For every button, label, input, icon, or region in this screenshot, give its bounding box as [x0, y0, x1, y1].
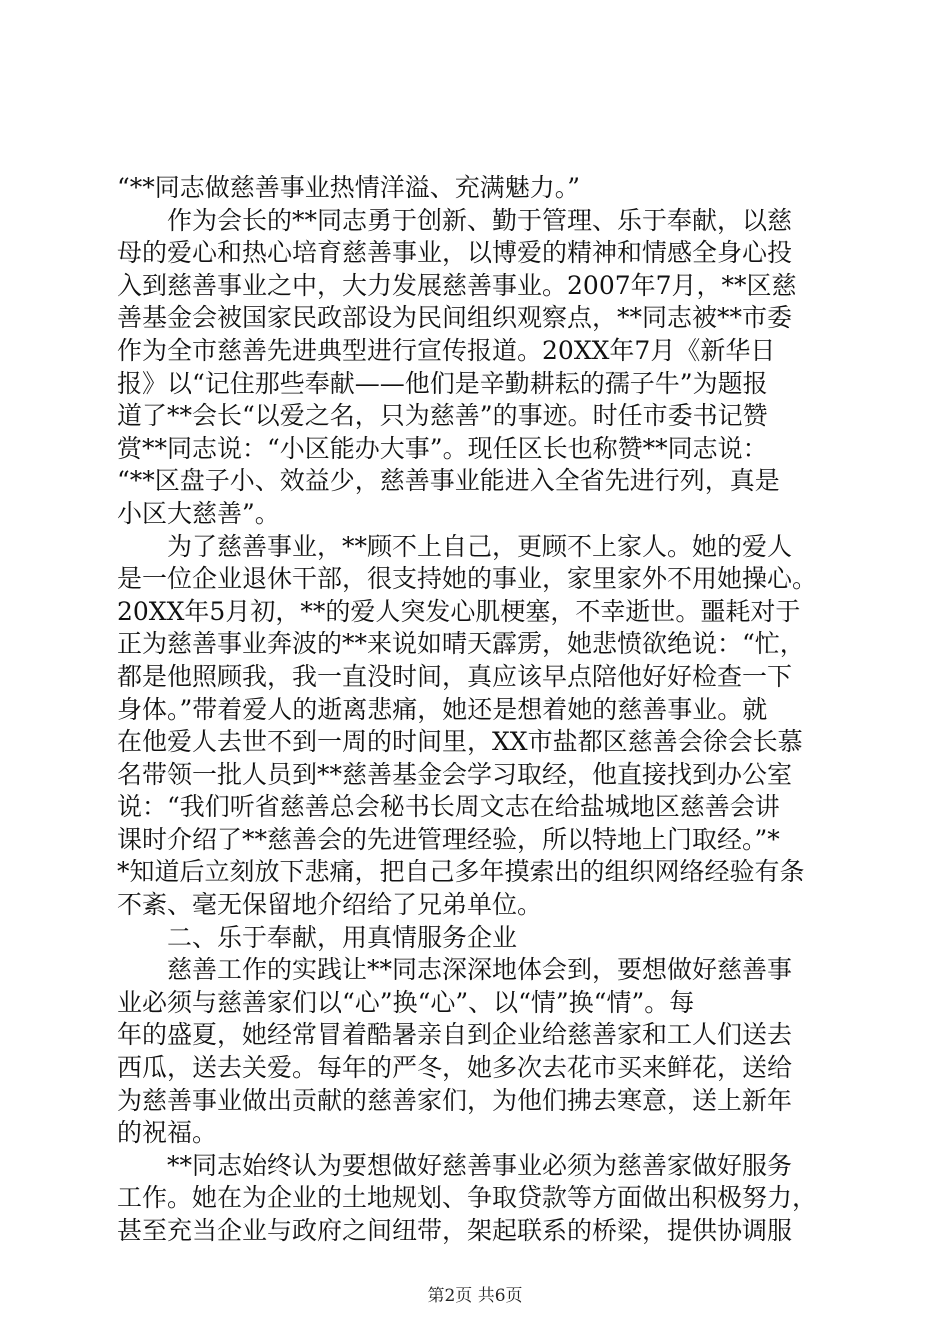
text-line: 作为会长的**同志勇于创新、勤于管理、乐于奉献，以慈 [117, 205, 793, 235]
text-line: 身体。”带着爱人的逝离悲痛，她还是想着她的慈善事业。就 [117, 694, 768, 724]
text-line: 业必须与慈善家们以“心”换“心”、以“情”换“情”。每 [117, 987, 695, 1017]
text-line: 为慈善事业做出贡献的慈善家们，为他们拂去寒意，送上新年 [117, 1085, 793, 1115]
text-line: 报》以“记住那些奉献——他们是辛勤耕耘的孺子牛”为题报 [117, 368, 768, 398]
text-line: 在他爱人去世不到一周的时间里，XX市盐都区慈善会徐会长慕 [117, 727, 803, 757]
text-line: 名带领一批人员到**慈善基金会学习取经，他直接找到办公室 [117, 759, 793, 789]
body-text [117, 172, 837, 1248]
text-line: 都是他照顾我，我一直没时间，真应该早点陪他好好检查一下 [117, 661, 793, 691]
text-line: 20XX年5月初，**的爱人突发心肌梗塞，不幸逝世。噩耗对于 [117, 596, 801, 626]
text-line: 小区大慈善”。 [117, 498, 280, 528]
text-line: 作为全市慈善先进典型进行宣传报道。20XX年7月《新华日 [117, 335, 776, 365]
text-line: “**区盘子小、效益少，慈善事业能进入全省先进行列，真是 [117, 466, 780, 496]
text-line: 慈善工作的实践让**同志深深地体会到，要想做好慈善事 [117, 955, 793, 985]
text-line: “**同志做慈善事业热情洋溢、充满魅力。” [117, 173, 581, 202]
text-line: 二、乐于奉献，用真情服务企业 [117, 922, 518, 952]
text-line: 道了**会长“以爱之名，只为慈善”的事迹。时任市委书记赞 [117, 401, 768, 431]
text-line: 善基金会被国家民政部设为民间组织观察点，**同志被**市委 [117, 303, 793, 333]
text-line: 正为慈善事业奔波的**来说如晴天霹雳，她悲愤欲绝说：“忙， [117, 629, 805, 659]
text-line: 为了慈善事业，**顾不上自己，更顾不上家人。她的爱人 [117, 531, 793, 561]
text-line: 说：“我们听省慈善总会秘书长周文志在给盐城地区慈善会讲 [117, 792, 780, 822]
page-footer: 第2页 共6页 [427, 1286, 523, 1306]
text-line: *知道后立刻放下悲痛，把自己多年摸索出的组织网络经验有条 [117, 857, 805, 887]
text-line: 西瓜，送去关爱。每年的严冬，她多次去花市买来鲜花，送给 [117, 1053, 793, 1083]
text-line: 年的盛夏，她经常冒着酷暑亲自到企业给慈善家和工人们送去 [117, 1020, 793, 1050]
text-line: 的祝福。 [117, 1118, 218, 1148]
text-line: 入到慈善事业之中，大力发展慈善事业。2007年7月，**区慈 [117, 270, 797, 300]
text-line: 不紊、毫无保留地介绍给了兄弟单位。 [117, 890, 543, 920]
text-line: 工作。她在为企业的土地规划、争取贷款等方面做出积极努力， [117, 1183, 818, 1213]
text-line: 甚至充当企业与政府之间纽带，架起联系的桥梁，提供协调服 [117, 1216, 793, 1245]
text-line: 母的爱心和热心培育慈善事业，以博爱的精神和情感全身心投 [117, 238, 793, 268]
text-line: 是一位企业退休干部，很支持她的事业，家里家外不用她操心。 [117, 564, 818, 594]
text-line: 赏**同志说：“小区能办大事”。现任区长也称赞**同志说： [117, 433, 768, 463]
text-line: **同志始终认为要想做好慈善事业必须为慈善家做好服务 [117, 1150, 793, 1180]
text-line: 课时介绍了**慈善会的先进管理经验，所以特地上门取经。”* [117, 824, 780, 854]
